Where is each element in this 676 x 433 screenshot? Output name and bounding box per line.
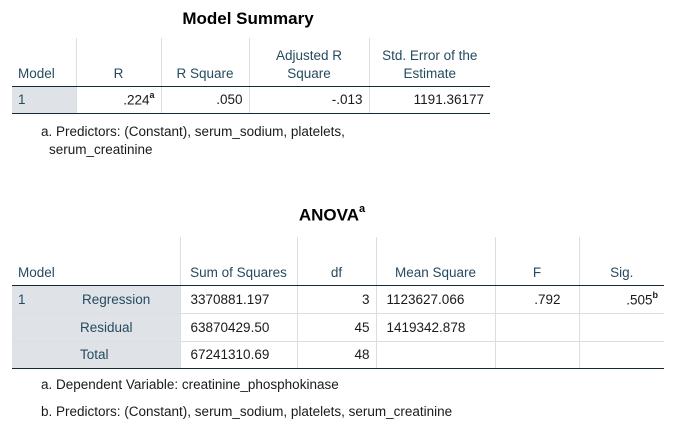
model-summary-table [12,38,490,114]
model-summary-footnote-a: a. Predictors: (Constant), serum_sodium, platelets, serum_creatinine [41,124,345,157]
header-model: Model [12,38,76,86]
header-r-square: R Square [161,38,249,86]
anova-sig-footnote-mark: b [652,289,658,300]
anova-sum-of-squares: 63870429.50 [180,313,297,341]
header-adjusted-r-square: Adjusted R Square [249,38,369,86]
anova-row-label: Regression [82,291,151,307]
anova-footnote-b: b. Predictors: (Constant), serum_sodium, platelets, serum_creatinine [41,404,453,419]
anova-header-row [12,237,664,285]
anova-model-cell [12,313,180,341]
r-footnote-mark: a [149,90,155,101]
anova-title-footnote-mark: a [359,203,366,215]
header-std-error: Std. Error of the Estimate [369,38,490,86]
adjusted-r-square-value: -.013 [249,86,369,113]
anova-header-sum-of-squares: Sum of Squares [180,237,297,285]
anova-mean-square: 1123627.066 [376,285,495,313]
anova-sig: .505 [626,292,653,308]
anova-df: 3 [297,285,376,313]
anova-sig [579,313,664,341]
anova-f: .792 [495,285,579,313]
anova-row-regression [12,285,664,313]
model-number: 1 [12,86,76,113]
anova-sig-cell [579,285,664,313]
anova-row-label: Residual [80,319,133,335]
model-summary-header-row [12,38,490,86]
anova-table [12,237,664,369]
anova-header-sig: Sig. [579,237,664,285]
anova-mean-square [376,341,495,368]
anova-header-mean-square: Mean Square [376,237,495,285]
anova-sig [579,341,664,368]
anova-row-residual [12,313,664,341]
anova-model-cell [12,285,180,313]
anova-row-total [12,341,664,368]
anova-row-label: Total [80,347,109,362]
model-summary-title: Model Summary [182,9,314,28]
anova-sum-of-squares: 3370881.197 [180,285,297,313]
anova-sum-of-squares: 67241310.69 [180,341,297,368]
anova-header-f: F [495,237,579,285]
r-value: .224 [123,92,150,108]
model-summary-row [12,86,490,113]
anova-df: 45 [297,313,376,341]
anova-f [495,341,579,368]
std-error-value: 1191.36177 [369,86,490,113]
anova-f [495,313,579,341]
anova-model-cell [12,341,180,368]
anova-header-df: df [297,237,376,285]
anova-mean-square: 1419342.878 [376,313,495,341]
anova-model-number: 1 [18,291,26,307]
anova-header-model: Model [12,237,180,285]
r-value-cell [76,86,161,113]
anova-title: ANOVA$^a$ [298,203,366,225]
anova-df: 48 [297,341,376,368]
r-square-value: .050 [161,86,249,113]
header-r: R [76,38,161,86]
anova-footnote-a: a. Dependent Variable: creatinine_phosphokinase [41,377,339,392]
